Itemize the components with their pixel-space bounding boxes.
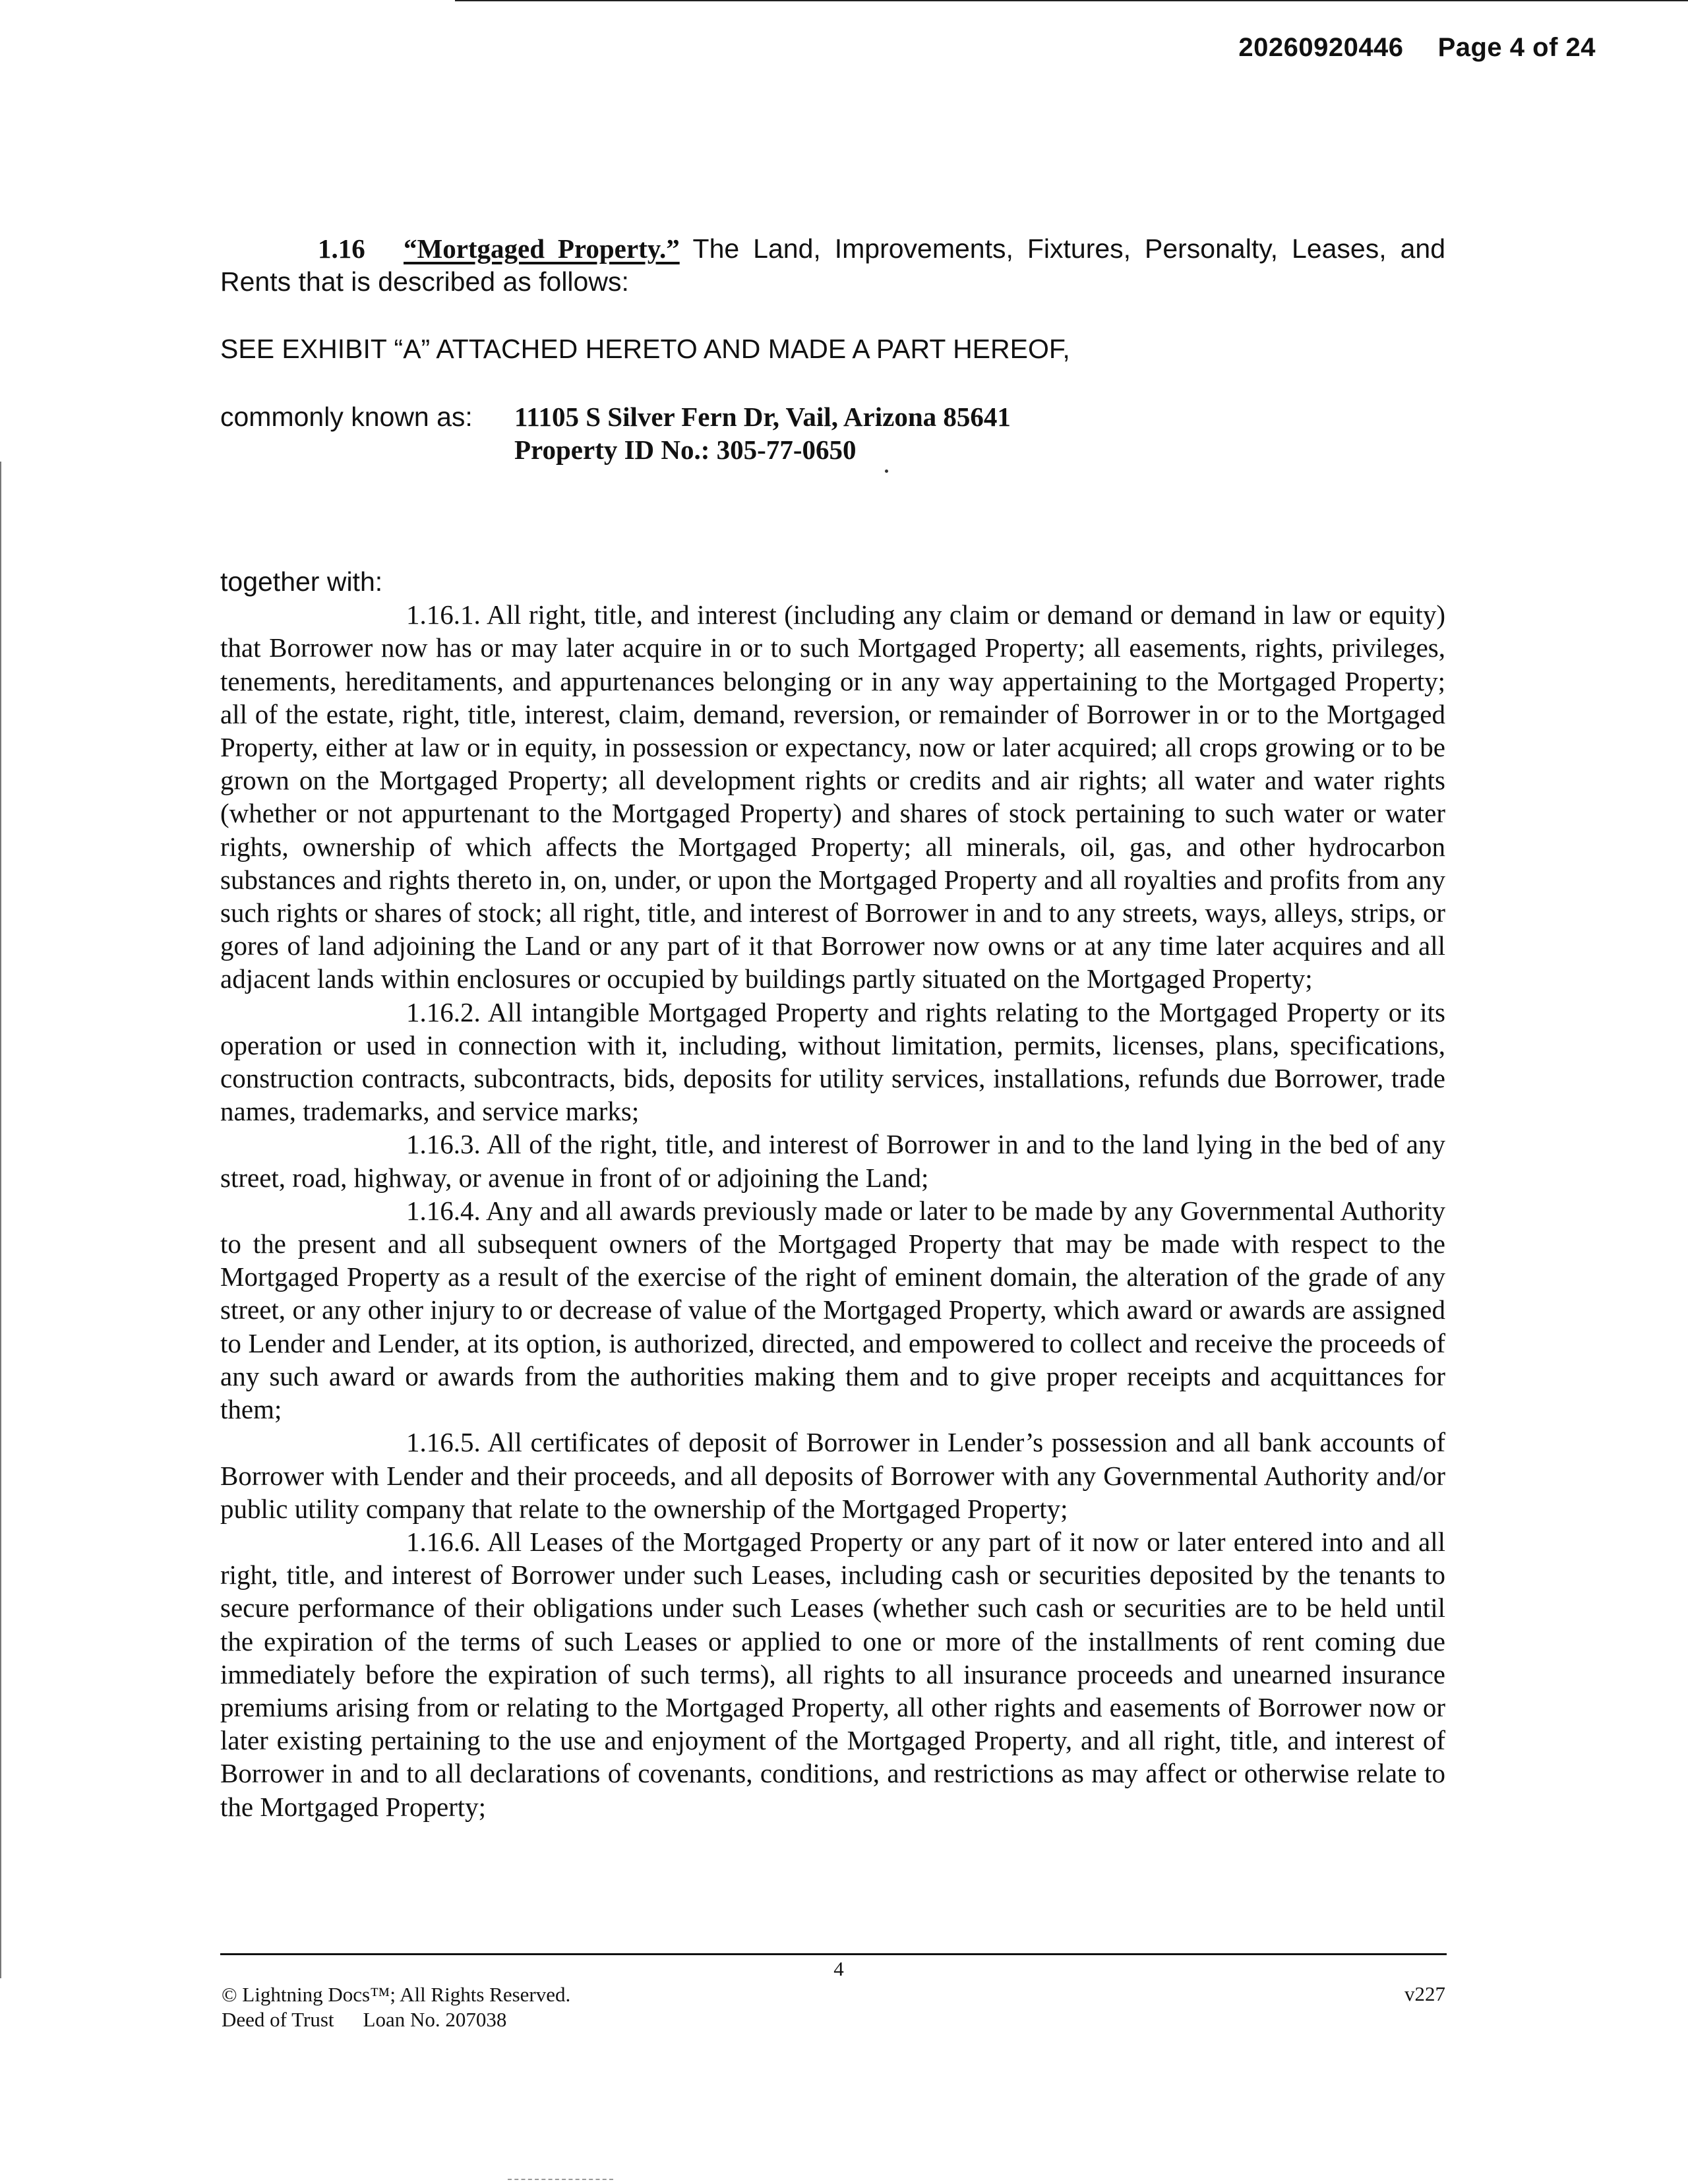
- property-address: 11105 S Silver Fern Dr, Vail, Arizona 85641: [514, 401, 1011, 432]
- subsection-item: 1.16.1. All right, title, and interest (including any claim or demand or demand in law or equity) that Borrower now has or may later acquire in or to such Mortgaged Property; all easements, rights, privileges, tenements, hereditaments, and appurtenances belonging or in any way appertaining to the Mortgaged Property; all of the estate, right, title, interest, claim, demand, reversion, or remainder of Borrower in or to the Mortgaged Property, either at law or in equity, in possession or expectancy, now or later acquired; all crops growing or to be grown on the Mortgaged Property; all development rights or credits and air rights; all water and water rights (whether or not appurtenant to the Mortgaged Property) and shares of stock pertaining to such water or water rights, ownership of which affects the Mortgaged Property; all minerals, oil, gas, and other hydrocarbon substances and rights thereto in, on, under, or upon the Mortgaged Property and all royalties and profits from any such rights or shares of stock; all right, title, and interest of Borrower in and to any streets, ways, alleys, strips, or gores of land adjoining the Land or any part of it that Borrower now owns or at any time later acquires and all adjacent lands within enclosures or occupied by buildings partly situated on the Mortgaged Property;: [220, 599, 1445, 994]
- subsection-item: 1.16.6. All Leases of the Mortgaged Property or any part of it now or later entered into and all right, title, and interest of Borrower under such Leases, including cash or securities deposited by the tenants to secure performance of their obligations under such Leases (whether such cash or securities are to be held until the expiration of the terms of such Leases or applied to one or more of the installments of rent coming due immediately before the expiration of such terms), all rights to all insurance proceeds and unearned insurance premiums arising from or relating to the Mortgaged Property, all other rights and easements of Borrower now or later existing pertaining to the use and enjoyment of the Mortgaged Property, and all right, title, and interest of Borrower in and to all declarations of covenants, conditions, and restrictions as may affect or otherwise relate to the Mortgaged Property;: [220, 1526, 1445, 1822]
- property-address-block: [220, 400, 1445, 466]
- footer-copyright: [222, 1982, 570, 2032]
- page-label: Page 4 of 24: [1437, 33, 1596, 62]
- footer-doc-info: [222, 2007, 570, 2032]
- exhibit-line: SEE EXHIBIT “A” ATTACHED HERETO AND MADE A PART HEREOF,: [220, 334, 1070, 365]
- page-edge-top: [455, 0, 1688, 1]
- footer-page-number: 4: [833, 1957, 844, 1980]
- page-edge-left: [0, 462, 1, 1978]
- property-values: [514, 400, 1011, 466]
- footer-loan-number: Loan No. 207038: [363, 2008, 507, 2031]
- recording-header: [1238, 33, 1596, 63]
- footer-copyright-text: © Lightning Docs™; All Rights Reserved.: [222, 1983, 571, 2006]
- subsection-item: 1.16.2. All intangible Mortgaged Property and rights relating to the Mortgaged Property or its operation or used in connection with it, including, without limitation, permits, licenses, plans, specifications, construction contracts, subcontracts, bids, deposits for utility services, installations, refunds due Borrower, trade names, trademarks, and service marks;: [220, 996, 1445, 1127]
- page-edge-bottom: [508, 2179, 613, 2180]
- property-id: Property ID No.: 305-77-0650: [514, 434, 857, 465]
- section-heading: [220, 232, 1445, 298]
- subsection-item: 1.16.3. All of the right, title, and interest of Borrower in and to the land lying in the bed of any street, road, highway, or avenue in front of or adjoining the Land;: [220, 1129, 1445, 1193]
- section-title: “Mortgaged Property.”: [404, 233, 680, 264]
- subsection-item: 1.16.4. Any and all awards previously made or later to be made by any Governmental Authority to the present and all subsequent owners of the Mortgaged Property that may be made with respect to the Mortgaged Property as a result of the exercise of the right of eminent domain, the alteration of the grade of any street, or any other injury to or decrease of value of the Mortgaged Property, which award or awards are assigned to Lender and Lender, at its option, is authorized, directed, and empowered to collect and receive the proceeds of any such award or awards from the authorities making them and to give proper receipts and acquittances for them;: [220, 1195, 1445, 1425]
- section-intro: The Land, Improvements, Fixtures, Personalty, Leases, and Rents that is described as follows:: [220, 233, 1446, 297]
- subsection-item: 1.16.5. All certificates of deposit of Borrower in Lender’s possession and all bank accounts of Borrower with Lender and their proceeds, and all deposits of Borrower with any Governmental Authority and/or public utility company that relate to the ownership of the Mortgaged Property;: [220, 1427, 1445, 1524]
- footer-doc-type: Deed of Trust: [222, 2008, 334, 2031]
- footer-rule: [220, 1953, 1447, 1955]
- commonly-known-label: commonly known as:: [220, 401, 473, 432]
- footer-version: v227: [1404, 1982, 1445, 2005]
- stray-mark: [885, 470, 888, 473]
- section-number: 1.16: [318, 233, 365, 264]
- document-body: [220, 232, 1445, 1823]
- recording-number: 20260920446: [1238, 33, 1404, 62]
- together-with-label: together with:: [220, 566, 383, 597]
